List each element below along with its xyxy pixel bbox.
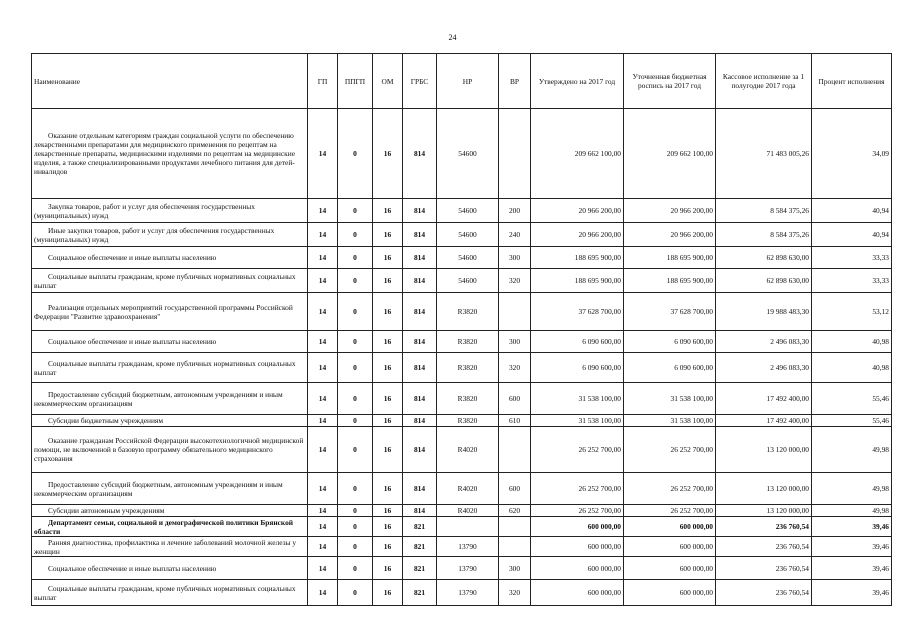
cell-revised: 31 538 100,00 — [624, 383, 716, 415]
row-name: Закупка товаров, работ и услуг для обеспечения государственных (муниципальных) нужд — [34, 201, 255, 220]
cell-approved: 37 628 700,00 — [531, 293, 624, 331]
table-row — [32, 109, 892, 199]
cell-om: 16 — [373, 223, 403, 247]
header-approved: Утверждено на 2017 год — [531, 54, 624, 109]
row-name-cell — [32, 269, 308, 293]
cell-gp: 14 — [308, 580, 338, 606]
row-name: Социальное обеспечение и иные выплаты населению — [48, 337, 217, 346]
row-name: Социальные выплаты гражданам, кроме публичных нормативных социальных выплат — [34, 583, 296, 602]
cell-approved: 209 662 100,00 — [531, 109, 624, 199]
cell-approved: 20 966 200,00 — [531, 223, 624, 247]
cell-cash: 236 760,54 — [716, 517, 812, 537]
cell-vr: 300 — [499, 331, 531, 353]
cell-percent: 39,46 — [812, 517, 892, 537]
cell-np: 54600 — [437, 223, 499, 247]
cell-vr: 620 — [499, 505, 531, 517]
cell-np — [437, 517, 499, 537]
cell-vr: 300 — [499, 247, 531, 269]
cell-grbs: 814 — [403, 223, 437, 247]
cell-approved: 600 000,00 — [531, 537, 624, 557]
cell-gp: 14 — [308, 557, 338, 580]
row-name: Предоставление субсидий бюджетным, автономным учреждениям и иным некоммерческим организациям — [34, 479, 283, 498]
cell-om: 16 — [373, 199, 403, 223]
row-name-cell — [32, 383, 308, 415]
cell-vr: 320 — [499, 353, 531, 383]
cell-gp: 14 — [308, 199, 338, 223]
row-name-cell — [32, 580, 308, 606]
cell-np: 54600 — [437, 269, 499, 293]
table-row — [32, 505, 892, 517]
row-name-cell — [32, 427, 308, 473]
cell-om: 16 — [373, 537, 403, 557]
table-row — [32, 517, 892, 537]
cell-om: 16 — [373, 580, 403, 606]
cell-ppgp: 0 — [338, 505, 373, 517]
cell-ppgp: 0 — [338, 427, 373, 473]
row-name: Реализация отдельных мероприятий государственной программы Российской Федерации "Развитие здравоохранения" — [34, 302, 293, 321]
cell-gp: 14 — [308, 293, 338, 331]
row-name: Субсидии автономным учреждениям — [48, 506, 165, 515]
row-name-cell — [32, 415, 308, 427]
table-row — [32, 247, 892, 269]
cell-approved: 31 538 100,00 — [531, 415, 624, 427]
cell-gp: 14 — [308, 353, 338, 383]
cell-om: 16 — [373, 331, 403, 353]
table-row — [32, 415, 892, 427]
cell-grbs: 821 — [403, 517, 437, 537]
table-header-row — [32, 54, 892, 109]
row-name: Субсидии бюджетным учреждениям — [48, 416, 164, 425]
cell-ppgp: 0 — [338, 223, 373, 247]
cell-cash: 13 120 000,00 — [716, 473, 812, 505]
cell-revised: 20 966 200,00 — [624, 223, 716, 247]
cell-om: 16 — [373, 473, 403, 505]
cell-gp: 14 — [308, 473, 338, 505]
cell-ppgp: 0 — [338, 537, 373, 557]
cell-om: 16 — [373, 353, 403, 383]
cell-approved: 600 000,00 — [531, 557, 624, 580]
cell-grbs: 814 — [403, 109, 437, 199]
cell-revised: 26 252 700,00 — [624, 427, 716, 473]
cell-vr: 240 — [499, 223, 531, 247]
row-name: Оказание гражданам Российской Федерации высокотехнологичной медицинской помощи, не включенной в базовую программу обязательного медицинского страхования — [34, 436, 304, 463]
cell-gp: 14 — [308, 383, 338, 415]
cell-percent: 40,94 — [812, 199, 892, 223]
cell-ppgp: 0 — [338, 517, 373, 537]
row-name-cell — [32, 293, 308, 331]
cell-ppgp: 0 — [338, 109, 373, 199]
cell-gp: 14 — [308, 517, 338, 537]
cell-gp: 14 — [308, 269, 338, 293]
cell-grbs: 814 — [403, 247, 437, 269]
cell-percent: 49,98 — [812, 473, 892, 505]
row-name: Департамент семьи, социальной и демографической политики Брянской области — [34, 517, 294, 536]
cell-grbs: 821 — [403, 580, 437, 606]
cell-grbs: 814 — [403, 199, 437, 223]
cell-cash: 2 496 083,30 — [716, 331, 812, 353]
table-row — [32, 353, 892, 383]
cell-cash: 2 496 083,30 — [716, 353, 812, 383]
cell-cash: 13 120 000,00 — [716, 505, 812, 517]
cell-cash: 17 492 400,00 — [716, 415, 812, 427]
cell-cash: 236 760,54 — [716, 580, 812, 606]
table-row — [32, 269, 892, 293]
cell-np: 13790 — [437, 580, 499, 606]
cell-gp: 14 — [308, 427, 338, 473]
cell-cash: 8 584 375,26 — [716, 223, 812, 247]
cell-np: R4020 — [437, 505, 499, 517]
cell-revised: 600 000,00 — [624, 557, 716, 580]
cell-ppgp: 0 — [338, 353, 373, 383]
cell-percent: 49,98 — [812, 427, 892, 473]
table-row — [32, 199, 892, 223]
table-row — [32, 580, 892, 606]
row-name-cell — [32, 517, 308, 537]
table-row — [32, 473, 892, 505]
cell-gp: 14 — [308, 331, 338, 353]
cell-om: 16 — [373, 427, 403, 473]
row-name-cell — [32, 199, 308, 223]
cell-gp: 14 — [308, 415, 338, 427]
cell-np: 54600 — [437, 109, 499, 199]
cell-gp: 14 — [308, 109, 338, 199]
cell-vr — [499, 109, 531, 199]
cell-revised: 26 252 700,00 — [624, 505, 716, 517]
cell-np: R3820 — [437, 331, 499, 353]
cell-ppgp: 0 — [338, 331, 373, 353]
cell-cash: 8 584 375,26 — [716, 199, 812, 223]
cell-grbs: 814 — [403, 473, 437, 505]
cell-vr — [499, 427, 531, 473]
header-ppgp: ППГП — [338, 54, 373, 109]
cell-percent: 55,46 — [812, 415, 892, 427]
cell-vr: 600 — [499, 383, 531, 415]
table-row — [32, 331, 892, 353]
cell-approved: 600 000,00 — [531, 580, 624, 606]
cell-revised: 31 538 100,00 — [624, 415, 716, 427]
cell-revised: 600 000,00 — [624, 580, 716, 606]
cell-approved: 6 090 600,00 — [531, 331, 624, 353]
cell-cash: 19 988 483,30 — [716, 293, 812, 331]
cell-vr: 300 — [499, 557, 531, 580]
cell-percent: 55,46 — [812, 383, 892, 415]
cell-percent: 53,12 — [812, 293, 892, 331]
cell-cash: 236 760,54 — [716, 537, 812, 557]
row-name-cell — [32, 247, 308, 269]
page-number: 24 — [448, 33, 457, 42]
cell-grbs: 814 — [403, 331, 437, 353]
cell-percent: 40,98 — [812, 331, 892, 353]
cell-vr — [499, 517, 531, 537]
row-name-cell — [32, 109, 308, 199]
cell-om: 16 — [373, 247, 403, 269]
cell-om: 16 — [373, 269, 403, 293]
header-om: ОМ — [373, 54, 403, 109]
cell-ppgp: 0 — [338, 473, 373, 505]
cell-vr: 600 — [499, 473, 531, 505]
table-row — [32, 427, 892, 473]
cell-approved: 26 252 700,00 — [531, 427, 624, 473]
cell-revised: 600 000,00 — [624, 517, 716, 537]
header-vr: ВР — [499, 54, 531, 109]
row-name-cell — [32, 473, 308, 505]
cell-om: 16 — [373, 415, 403, 427]
cell-cash: 62 898 630,00 — [716, 247, 812, 269]
cell-revised: 37 628 700,00 — [624, 293, 716, 331]
cell-cash: 17 492 400,00 — [716, 383, 812, 415]
cell-om: 16 — [373, 109, 403, 199]
header-gp: ГП — [308, 54, 338, 109]
cell-revised: 6 090 600,00 — [624, 353, 716, 383]
table-row — [32, 557, 892, 580]
cell-revised: 209 662 100,00 — [624, 109, 716, 199]
cell-cash: 13 120 000,00 — [716, 427, 812, 473]
table-row — [32, 223, 892, 247]
cell-np: 13790 — [437, 557, 499, 580]
cell-np: R3820 — [437, 353, 499, 383]
cell-grbs: 814 — [403, 505, 437, 517]
cell-percent: 49,98 — [812, 505, 892, 517]
cell-percent: 33,33 — [812, 247, 892, 269]
cell-gp: 14 — [308, 537, 338, 557]
cell-np: 54600 — [437, 247, 499, 269]
header-name: Наименование — [32, 54, 308, 109]
row-name: Иные закупки товаров, работ и услуг для обеспечения государственных (муниципальных) нужд — [34, 225, 275, 244]
cell-ppgp: 0 — [338, 269, 373, 293]
cell-approved: 31 538 100,00 — [531, 383, 624, 415]
cell-percent: 39,46 — [812, 537, 892, 557]
cell-grbs: 821 — [403, 537, 437, 557]
cell-revised: 20 966 200,00 — [624, 199, 716, 223]
header-cash: Кассовое исполнение за 1 полугодие 2017 года — [716, 54, 812, 109]
cell-revised: 188 695 900,00 — [624, 269, 716, 293]
table-row — [32, 383, 892, 415]
cell-np: R3820 — [437, 415, 499, 427]
cell-grbs: 814 — [403, 383, 437, 415]
cell-np: R3820 — [437, 293, 499, 331]
cell-grbs: 821 — [403, 557, 437, 580]
cell-om: 16 — [373, 383, 403, 415]
cell-cash: 62 898 630,00 — [716, 269, 812, 293]
cell-om: 16 — [373, 557, 403, 580]
cell-np: R4020 — [437, 473, 499, 505]
cell-approved: 600 000,00 — [531, 517, 624, 537]
table-body — [32, 109, 892, 606]
row-name: Ранняя диагностика, профилактика и лечение заболеваний молочной железы у женщин — [34, 537, 297, 556]
cell-vr: 320 — [499, 580, 531, 606]
cell-approved: 26 252 700,00 — [531, 505, 624, 517]
table-row — [32, 293, 892, 331]
cell-grbs: 814 — [403, 269, 437, 293]
cell-grbs: 814 — [403, 353, 437, 383]
cell-np: R3820 — [437, 383, 499, 415]
cell-cash: 236 760,54 — [716, 557, 812, 580]
cell-vr — [499, 537, 531, 557]
cell-gp: 14 — [308, 505, 338, 517]
cell-grbs: 814 — [403, 427, 437, 473]
cell-approved: 188 695 900,00 — [531, 269, 624, 293]
cell-gp: 14 — [308, 247, 338, 269]
header-np: НР — [437, 54, 499, 109]
cell-percent: 34,09 — [812, 109, 892, 199]
cell-revised: 188 695 900,00 — [624, 247, 716, 269]
cell-approved: 6 090 600,00 — [531, 353, 624, 383]
row-name-cell — [32, 557, 308, 580]
cell-vr: 200 — [499, 199, 531, 223]
cell-om: 16 — [373, 293, 403, 331]
cell-om: 16 — [373, 505, 403, 517]
row-name-cell — [32, 505, 308, 517]
cell-percent: 40,94 — [812, 223, 892, 247]
cell-om: 16 — [373, 517, 403, 537]
cell-grbs: 814 — [403, 293, 437, 331]
cell-vr: 610 — [499, 415, 531, 427]
cell-gp: 14 — [308, 223, 338, 247]
cell-percent: 39,46 — [812, 557, 892, 580]
cell-ppgp: 0 — [338, 247, 373, 269]
cell-revised: 600 000,00 — [624, 537, 716, 557]
cell-approved: 26 252 700,00 — [531, 473, 624, 505]
cell-percent: 33,33 — [812, 269, 892, 293]
cell-percent: 39,46 — [812, 580, 892, 606]
cell-ppgp: 0 — [338, 383, 373, 415]
cell-vr: 320 — [499, 269, 531, 293]
row-name-cell — [32, 223, 308, 247]
row-name-cell — [32, 537, 308, 557]
row-name: Оказание отдельным категориям граждан социальной услуги по обеспечению лекарственными препаратами для медицинского применения по рецептам на лекарственные препараты, медицинскими изделиями по рецептам на медицинские изделия, а также специализированными продуктами лечебного питания для детей-инвалидов — [34, 131, 295, 176]
budget-execution-table — [31, 53, 892, 606]
row-name: Социальное обеспечение и иные выплаты населению — [48, 253, 217, 262]
header-percent: Процент исполнения — [812, 54, 892, 109]
header-grbs: ГРБС — [403, 54, 437, 109]
cell-revised: 6 090 600,00 — [624, 331, 716, 353]
row-name: Социальные выплаты гражданам, кроме публичных нормативных социальных выплат — [34, 358, 296, 377]
cell-grbs: 814 — [403, 415, 437, 427]
row-name-cell — [32, 353, 308, 383]
table-row — [32, 537, 892, 557]
cell-np: 54600 — [437, 199, 499, 223]
cell-revised: 26 252 700,00 — [624, 473, 716, 505]
header-revised: Уточненная бюджетная роспись на 2017 год — [624, 54, 716, 109]
cell-approved: 188 695 900,00 — [531, 247, 624, 269]
cell-ppgp: 0 — [338, 293, 373, 331]
cell-percent: 40,98 — [812, 353, 892, 383]
cell-vr — [499, 293, 531, 331]
row-name: Предоставление субсидий бюджетным, автономным учреждениям и иным некоммерческим организациям — [34, 389, 283, 408]
cell-ppgp: 0 — [338, 580, 373, 606]
cell-approved: 20 966 200,00 — [531, 199, 624, 223]
row-name-cell — [32, 331, 308, 353]
cell-ppgp: 0 — [338, 557, 373, 580]
cell-np: R4020 — [437, 427, 499, 473]
row-name: Социальное обеспечение и иные выплаты населению — [48, 563, 217, 573]
cell-ppgp: 0 — [338, 415, 373, 427]
cell-np: 13790 — [437, 537, 499, 557]
row-name: Социальные выплаты гражданам, кроме публичных нормативных социальных выплат — [34, 271, 296, 290]
cell-ppgp: 0 — [338, 199, 373, 223]
cell-cash: 71 483 005,26 — [716, 109, 812, 199]
